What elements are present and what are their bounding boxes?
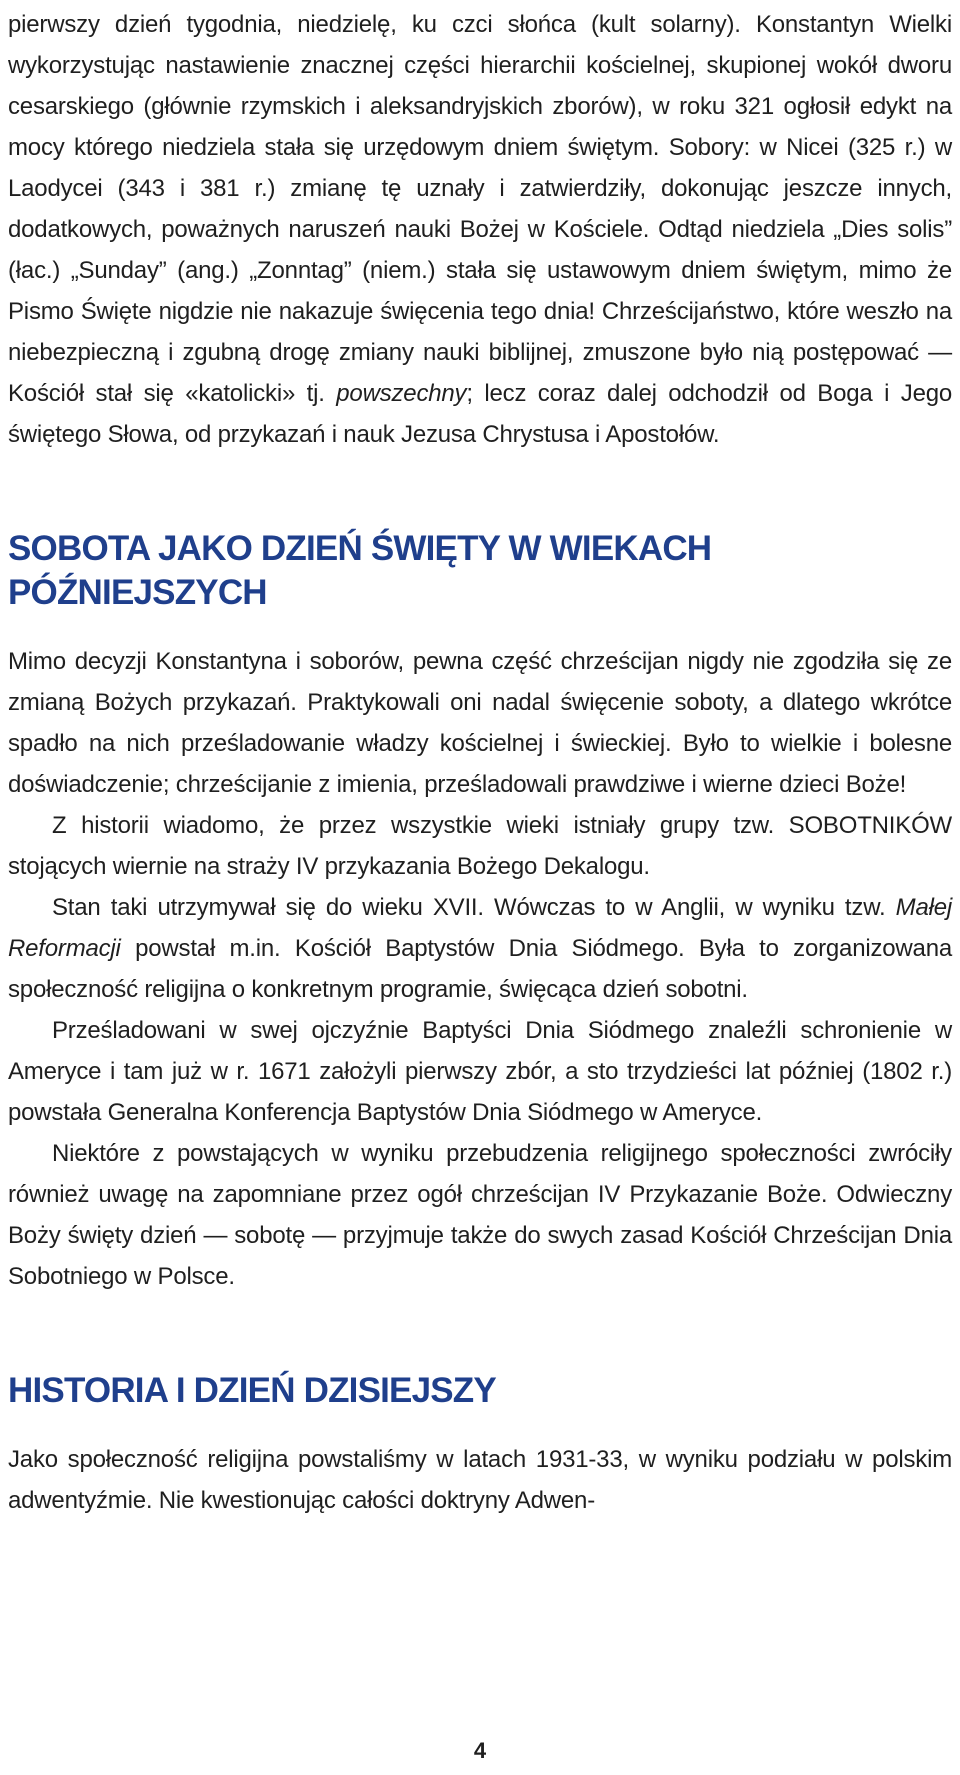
body-paragraph: [8, 4, 952, 455]
body-paragraph: Z historii wiadomo, że przez wszystkie wieki istniały grupy tzw. SOBOTNIKÓW stojących wiernie na straży IV przykazania Bożego Dekalogu.: [8, 812, 952, 880]
body-paragraph: Niektóre z powstających w wyniku przebudzenia religijnego społeczności zwróciły również uwagę na zapomniane przez ogół chrześcijan IV Przykazanie Boże. Odwieczny Boży święty dzień — sobotę — przyjmuje także do swych zasad Kościół Chrześcijan Dnia Sobotniego w Polsce.: [8, 1140, 952, 1290]
page-number: 4: [473, 1738, 487, 1763]
italic-term: Małej Reformacji: [8, 894, 953, 962]
body-paragraph: Mimo decyzji Konstantyna i soborów, pewna część chrześcijan nigdy nie zgodziła się ze zmianą Bożych przykazań. Praktykowali oni nadal święcenie soboty, a dlatego wkrótce spadło na nich prześladowanie władzy kościelnej i świeckiej. Było to wielkie i bolesne doświadczenie; chrześcijanie z imienia, prześladowali prawdziwe i wierne dzieci Boże!: [8, 648, 952, 798]
section-heading: SOBOTA JAKO DZIEŃ ŚWIĘTY W WIEKACH PÓŹNIEJSZYCH: [8, 529, 712, 612]
paragraph-text: ; lecz coraz dalej odchodził od Boga i Jego świętego Słowa, od przykazań i nauk Jezusa Chrystusa i Apostołów.: [8, 380, 953, 448]
paragraph-text: Stan taki utrzymywał się do wieku XVII. Wówczas to w Anglii, w wyniku tzw.: [52, 894, 886, 921]
paragraph-text: pierwszy dzień tygodnia, niedzielę, ku czci słońca (kult solarny). Konstantyn Wielki wykorzystując nastawienie znacznej części hierarchii kościelnej, skupionej wokół dworu cesarskiego (głównie rzymskich i aleksandryjskich zborów), w roku 321 ogłosił edykt na mocy którego niedziela stała się urzędowym dniem świętym. Sobory: w Nicei (325 r.) w Laodycei (343 i 381 r.) zmianę tę uznały i zatwierdziły, dokonując jeszcze innych, dodatkowych, poważnych naruszeń nauki Bożej w Kościele. Odtąd niedziela „Dies solis” (łac.) „Sunday” (ang.) „Zonntag” (niem.) stała się ustawowym dniem świętym, mimo że Pismo Święte nigdzie nie nakazuje święcenia tego dnia! Chrześcijaństwo, które weszło na niebezpieczną i zgubną drogę zmiany nauki biblijnej, zmuszone było nią postępować — Kościół stał się «katolicki» tj.: [8, 11, 952, 407]
body-paragraph: Prześladowani w swej ojczyźnie Baptyści Dnia Siódmego znaleźli schronienie w Ameryce i tam już w r. 1671 założyli pierwszy zbór, a sto trzydzieści lat później (1802 r.) powstała Generalna Konferencja Baptystów Dnia Siódmego w Ameryce.: [8, 1017, 952, 1126]
body-paragraph: Jako społeczność religijna powstaliśmy w latach 1931-33, w wyniku podziału w polskim adwentyźmie. Nie kwestionując całości doktryny Adwen-: [8, 1446, 952, 1514]
italic-term: powszechny: [336, 380, 467, 407]
section-heading: HISTORIA I DZIEŃ DZISIEJSZY: [8, 1371, 496, 1410]
paragraph-text: powstał m.in. Kościół Baptystów Dnia Siódmego. Była to zorganizowana społeczność religijna o konkretnym programie, święcąca dzień sobotni.: [8, 935, 953, 1003]
body-paragraph: [8, 887, 952, 1010]
